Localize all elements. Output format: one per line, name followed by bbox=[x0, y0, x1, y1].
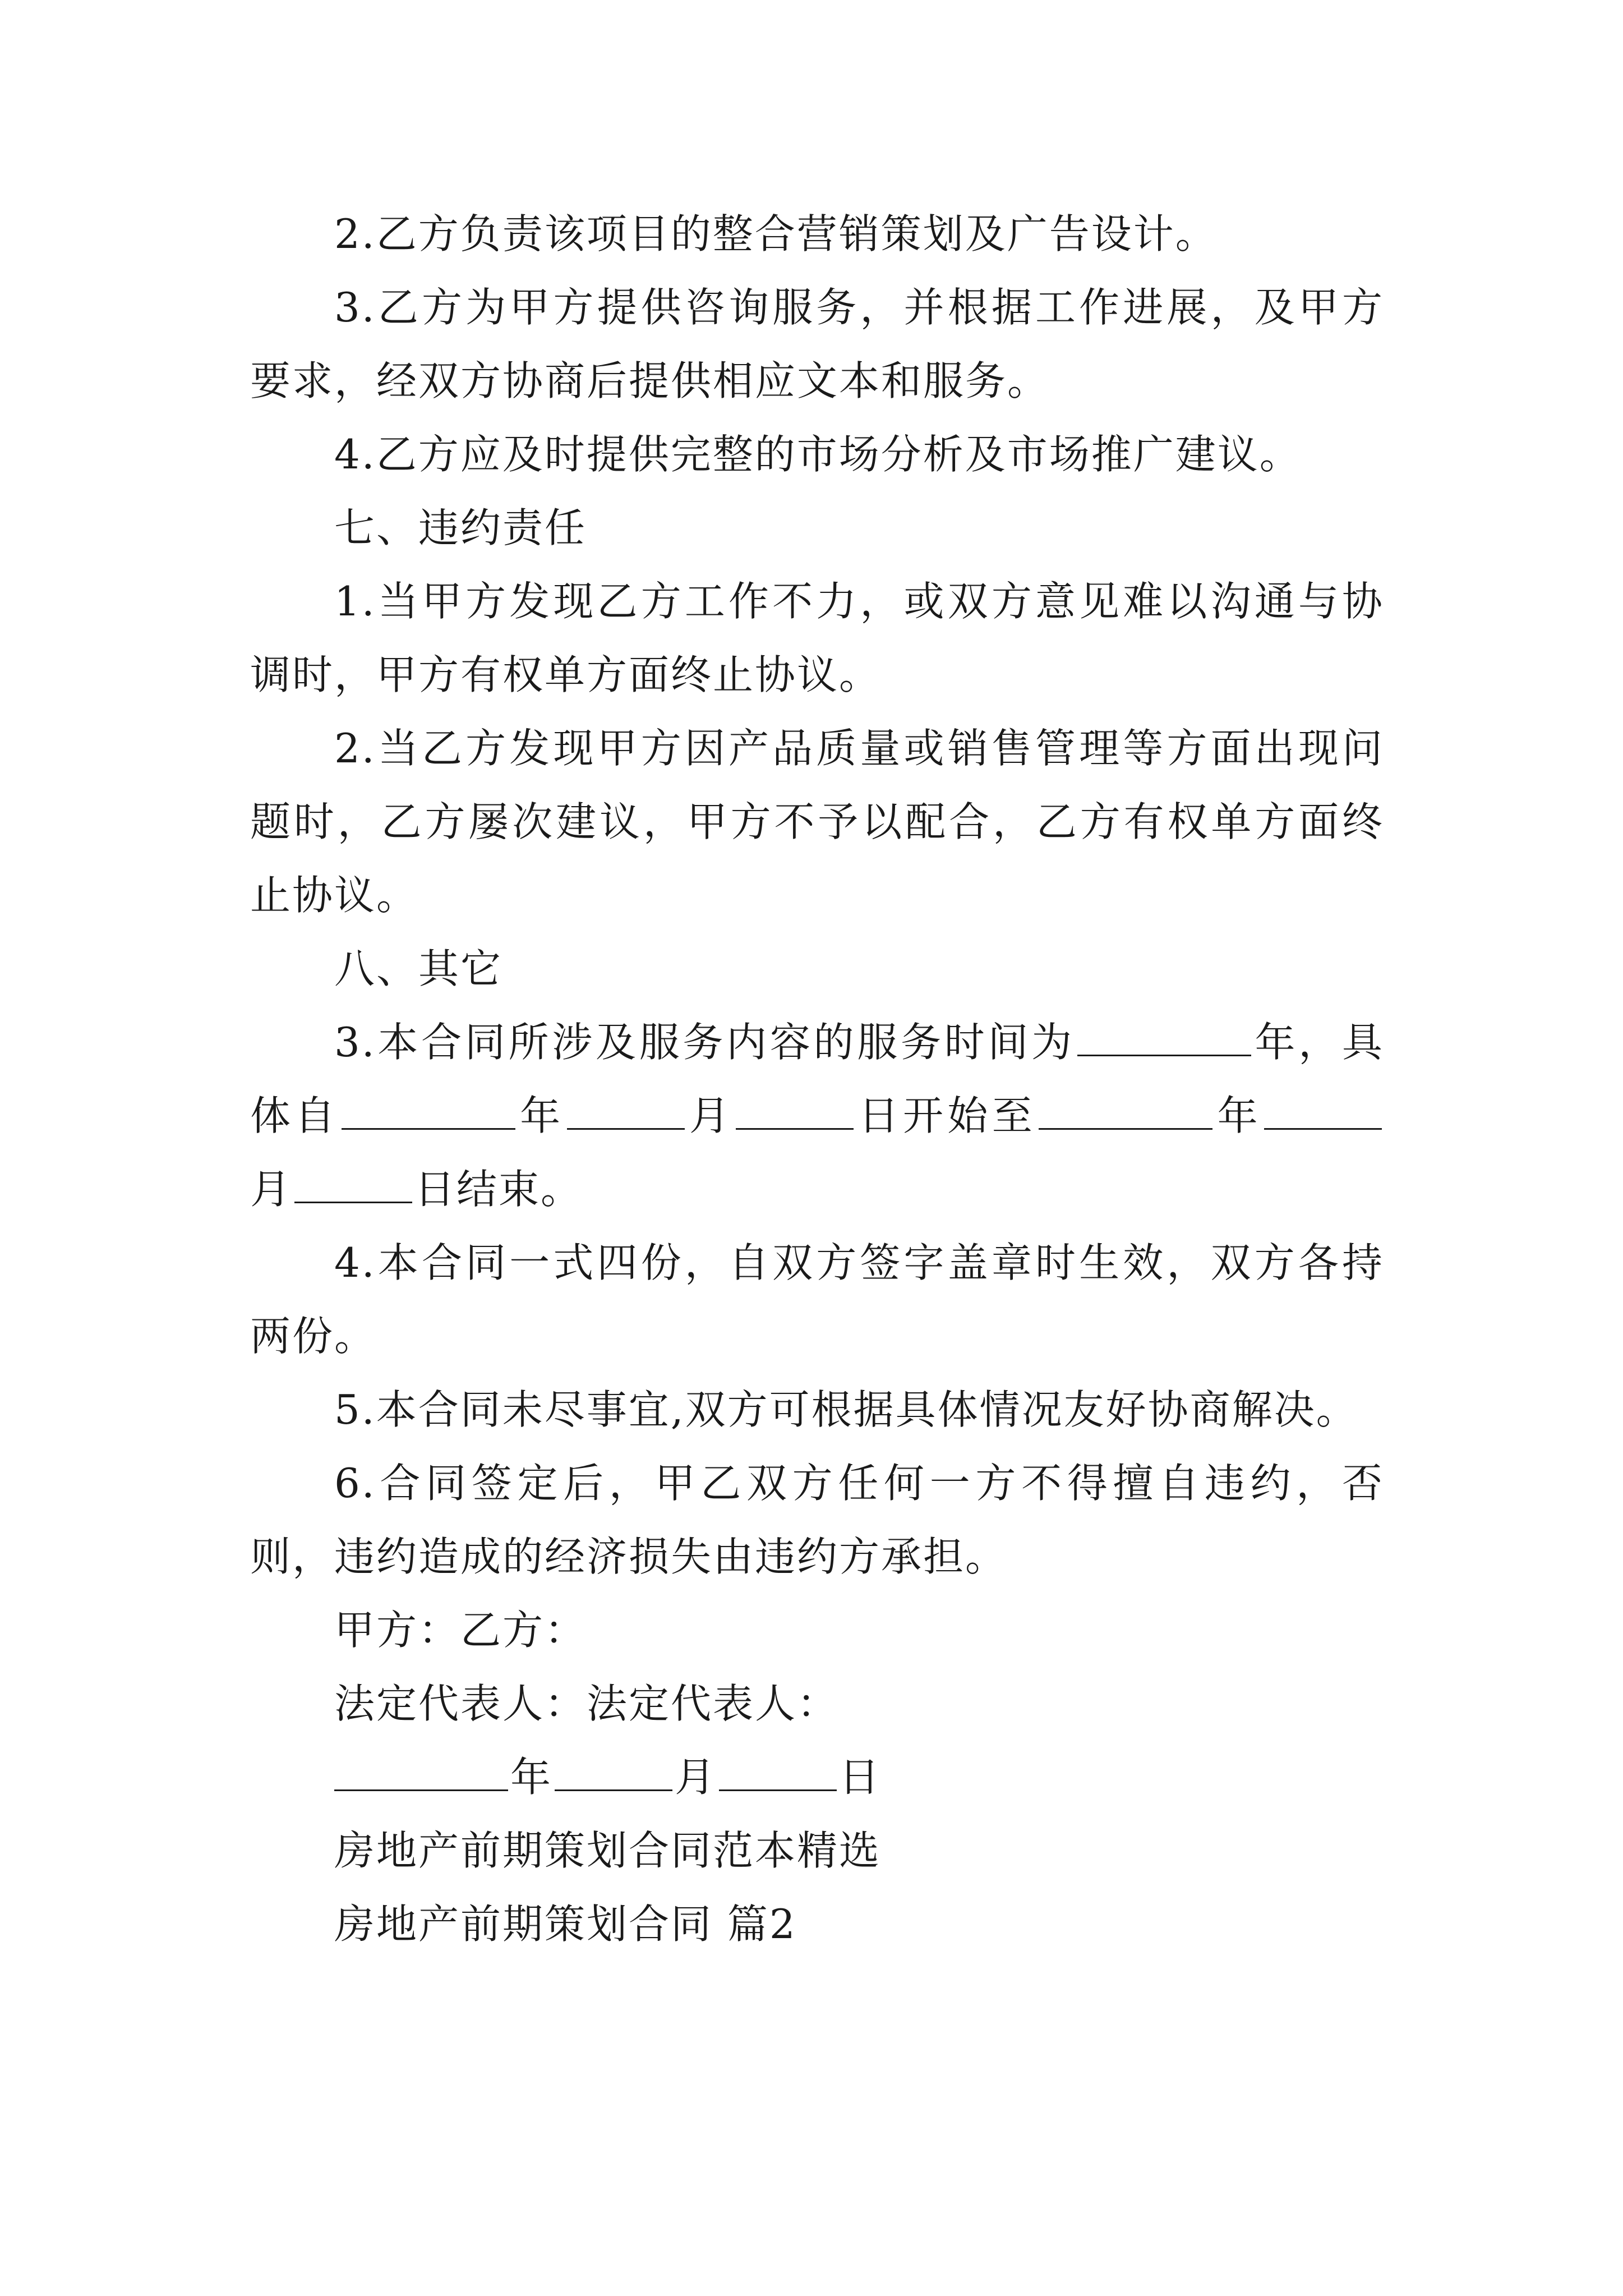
copies-clause: 4.本合同一式四份，自双方签字盖章时生效，双方各持两份。 bbox=[250, 1239, 1384, 1360]
party-signature-line: 甲方：乙方： bbox=[334, 1607, 587, 1654]
template-title-line: 房地产前期策划合同范本精选 bbox=[334, 1827, 882, 1874]
blank-sign-year bbox=[334, 1755, 508, 1791]
service-time-text-3: 年 bbox=[517, 1092, 565, 1139]
blank-duration-years bbox=[1077, 1020, 1251, 1056]
clause-2-paragraph: 2.乙方负责该项目的整合营销策划及广告设计。 bbox=[334, 210, 1218, 257]
document-body bbox=[250, 197, 1384, 1961]
blank-end-month bbox=[1264, 1093, 1382, 1130]
blank-sign-month bbox=[555, 1755, 672, 1791]
service-time-text-5: 日开始至 bbox=[856, 1092, 1037, 1139]
service-time-text-8: 日结束。 bbox=[414, 1166, 583, 1213]
date-day-label: 日 bbox=[839, 1754, 882, 1801]
date-month-label: 月 bbox=[675, 1754, 717, 1801]
date-year-label: 年 bbox=[510, 1754, 553, 1801]
blank-sign-day bbox=[719, 1755, 837, 1791]
breach-liability-clause: 6.合同签定后，甲乙双方任何一方不得擅自违约，否则，违约造成的经济损失由违约方承担。 bbox=[250, 1460, 1384, 1580]
blank-start-year bbox=[342, 1093, 515, 1130]
service-time-text-4: 月 bbox=[686, 1092, 734, 1139]
section-8-heading: 八、其它 bbox=[334, 945, 503, 992]
blank-start-day bbox=[736, 1093, 854, 1130]
blank-start-month bbox=[567, 1093, 685, 1130]
clause-3-paragraph: 3.乙方为甲方提供咨询服务，并根据工作进展，及甲方要求，经双方协商后提供相应文本和服务。 bbox=[250, 284, 1384, 404]
next-part-title-line: 房地产前期策划合同 篇2 bbox=[334, 1901, 797, 1948]
service-time-text-1: 3.本合同所涉及服务内容的服务时间为 bbox=[334, 1019, 1075, 1066]
breach-clause-2: 2.当乙方发现甲方因产品质量或销售管理等方面出现问题时，乙方屡次建议，甲方不予以配合，乙方有权单方面终止协议。 bbox=[250, 725, 1384, 919]
service-time-text-2: 年，具体自 bbox=[250, 1019, 1384, 1139]
clause-4-paragraph: 4.乙方应及时提供完整的市场分析及市场推广建议。 bbox=[334, 431, 1302, 478]
blank-end-day bbox=[294, 1167, 412, 1203]
blank-end-year bbox=[1039, 1093, 1212, 1130]
legal-representative-line: 法定代表人：法定代表人： bbox=[334, 1680, 840, 1727]
section-7-heading: 七、违约责任 bbox=[334, 504, 587, 551]
unresolved-matters-clause: 5.本合同未尽事宜,双方可根据具体情况友好协商解决。 bbox=[334, 1386, 1358, 1433]
breach-clause-1: 1.当甲方发现乙方工作不力，或双方意见难以沟通与协调时，甲方有权单方面终止协议。 bbox=[250, 578, 1384, 698]
service-time-text-7: 月 bbox=[250, 1166, 293, 1213]
signing-date-line bbox=[250, 1741, 1384, 1814]
service-time-text-6: 年 bbox=[1215, 1092, 1262, 1139]
service-time-clause bbox=[250, 1006, 1384, 1226]
